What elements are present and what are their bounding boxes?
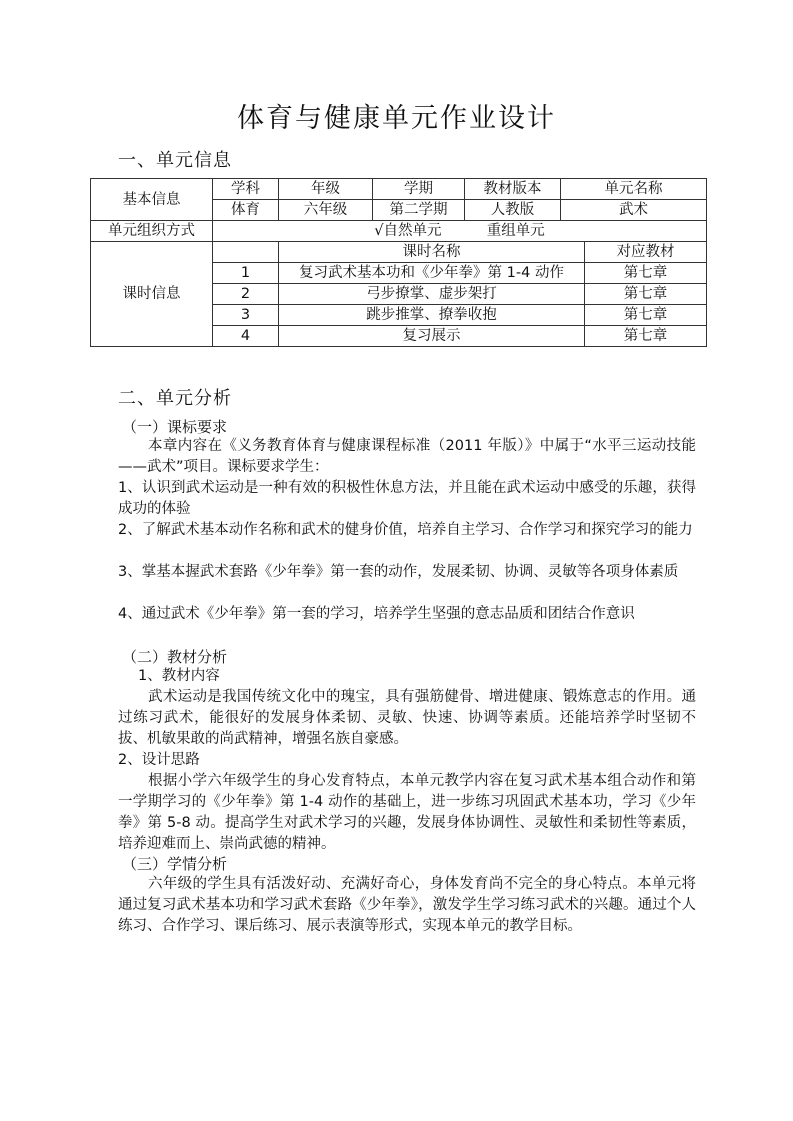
curriculum-standard-intro: 本章内容在《义务教育体育与健康课程标准（2011 年版）》中属于“水平三运动技能——武术”项目。课标要求学生：	[118, 438, 696, 475]
lesson-name: 跳步推掌、撩拳收抱	[279, 305, 585, 326]
lesson-material: 第七章	[585, 326, 707, 347]
header-semester: 学期	[373, 179, 465, 200]
header-unit-name: 单元名称	[561, 179, 707, 200]
learner-analysis-text: 六年级的学生具有活泼好动、充满好奇心，身体发育尚不完全的身心特点。本单元将通过复习武术基本功和学习武术套路《少年拳》，激发学生学习练习武术的兴趣。通过个人练习、合作学习、课后练习、展示表演等形式，实现本单元的教学目标。	[118, 876, 696, 934]
lesson-no: 3	[213, 305, 279, 326]
lesson-no-header	[213, 242, 279, 263]
learner-analysis-heading: （三）学情分析	[122, 855, 228, 873]
table-row	[91, 242, 707, 263]
lesson-material-header: 对应教材	[585, 242, 707, 263]
requirement-item: 2、了解武术基本动作名称和武术的健身价值，培养自主学习、合作学习和探究学习的能力	[118, 522, 693, 538]
requirement-item: 1、认识到武术运动是一种有效的积极性休息方法，并且能在武术运动中感受的乐趣，获得成功的体验	[118, 480, 696, 517]
material-content-title: 1、教材内容	[138, 668, 220, 684]
design-idea-title: 2、设计思路	[118, 752, 200, 768]
document-title: 体育与健康单元作业设计	[237, 103, 556, 134]
curriculum-standard-heading: （一）课标要求	[122, 418, 228, 436]
lesson-no: 2	[213, 284, 279, 305]
value-subject: 体育	[213, 200, 279, 221]
value-edition: 人教版	[465, 200, 561, 221]
lesson-material: 第七章	[585, 263, 707, 284]
material-content-text: 武术运动是我国传统文化中的瑰宝，具有强筋健骨、增进健康、锻炼意志的作用。通过练习武术，能很好的发展身体柔韧、灵敏、快速、协调等素质。还能培养学时坚韧不拔、机敏果敢的尚武精神，增强名族自豪感。	[118, 689, 696, 747]
requirement-item: 3、掌基本握武术套路《少年拳》第一套的动作，发展柔韧、协调、灵敏等各项身体素质	[118, 564, 679, 580]
lesson-name-header: 课时名称	[279, 242, 585, 263]
lesson-no: 4	[213, 326, 279, 347]
lesson-material: 第七章	[585, 305, 707, 326]
lesson-info-label: 课时信息	[91, 242, 213, 347]
org-options	[213, 221, 707, 242]
header-edition: 教材版本	[465, 179, 561, 200]
requirement-item: 4、通过武术《少年拳》第一套的学习，培养学生坚强的意志品质和团结合作意识	[118, 606, 635, 622]
org-option-regroup: 重组单元	[486, 223, 545, 239]
value-semester: 第二学期	[373, 200, 465, 221]
unit-info-table	[90, 178, 707, 347]
basic-info-label: 基本信息	[91, 179, 213, 221]
section1-heading: 一、单元信息	[118, 150, 232, 171]
lesson-no: 1	[213, 263, 279, 284]
table-row	[91, 221, 707, 242]
lesson-name: 复习武术基本功和《少年拳》第 1-4 动作	[279, 263, 585, 284]
org-label: 单元组织方式	[91, 221, 213, 242]
header-grade: 年级	[279, 179, 373, 200]
value-grade: 六年级	[279, 200, 373, 221]
lesson-name: 复习展示	[279, 326, 585, 347]
design-idea-text: 根据小学六年级学生的身心发育特点，本单元教学内容在复习武术基本组合动作和第一学期学习的《少年拳》第 1-4 动作的基础上，进一步练习巩固武术基本功，学习《少年拳》第 5-8 动。提高学生对武术学习的兴趣，发展身体协调性、灵敏性和柔韧性等素质，培养迎难而上、崇尚武德的精神。	[118, 773, 696, 852]
lesson-name: 弓步撩掌、虚步架打	[279, 284, 585, 305]
lesson-material: 第七章	[585, 284, 707, 305]
table-row	[91, 179, 707, 200]
material-analysis-heading: （二）教材分析	[122, 648, 228, 666]
value-unit-name: 武术	[561, 200, 707, 221]
section2-heading: 二、单元分析	[118, 388, 232, 409]
org-option-natural: √自然单元	[374, 223, 442, 239]
header-subject: 学科	[213, 179, 279, 200]
